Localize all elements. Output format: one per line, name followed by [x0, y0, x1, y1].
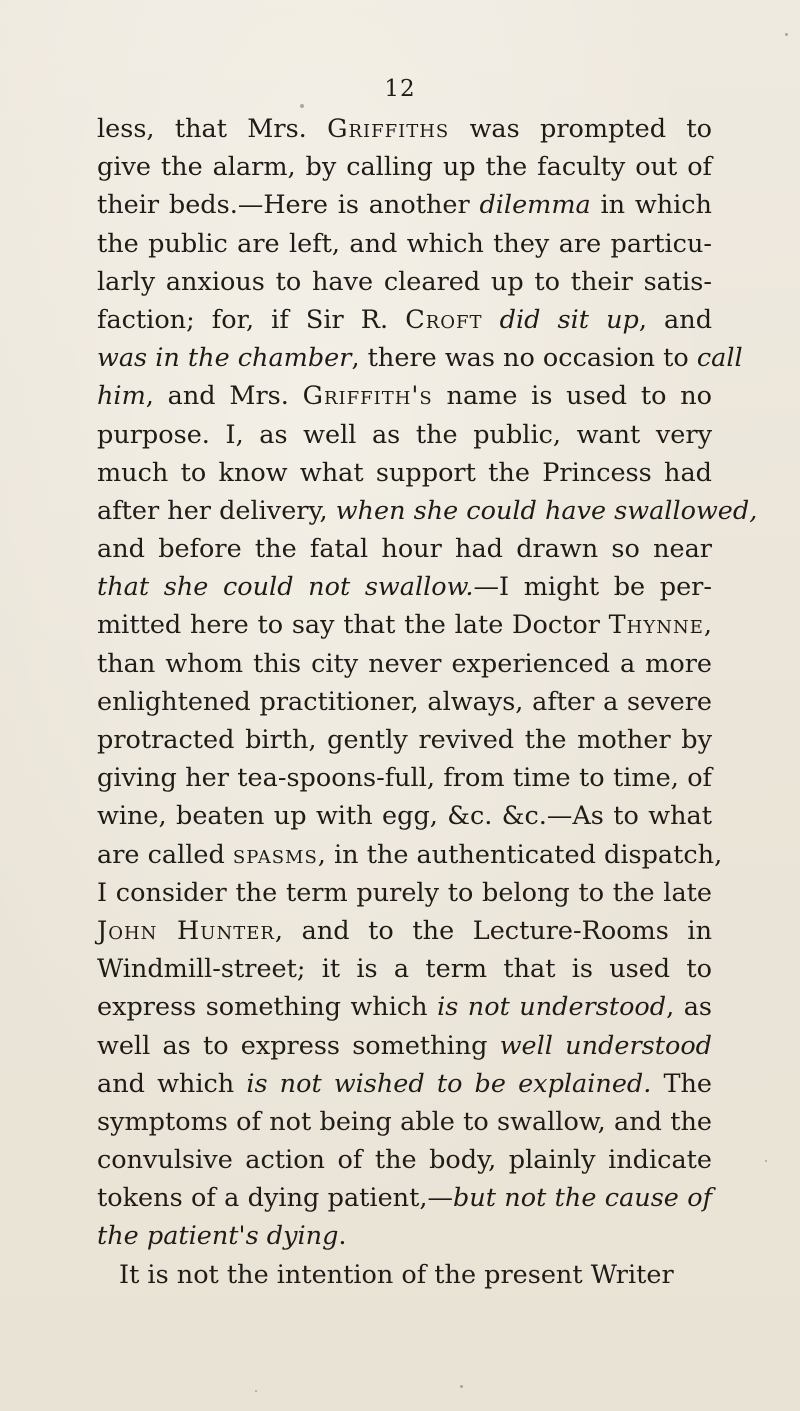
text-segment: well as to express something [97, 1030, 500, 1061]
text-line [97, 263, 712, 301]
small-caps-text: Griffith's [302, 381, 433, 412]
text-line [97, 836, 723, 874]
small-caps-text: Croft [405, 304, 483, 335]
text-line [97, 988, 712, 1026]
text-line [97, 645, 712, 683]
small-caps-text: spasms [232, 839, 318, 870]
text-line [97, 759, 712, 797]
text-line [97, 339, 743, 377]
text-line [97, 416, 712, 454]
text-line [97, 797, 712, 835]
text-segment: was prompted to [449, 114, 712, 144]
italic-text: him [97, 381, 146, 412]
paper-speck [460, 1385, 463, 1388]
text-segment [483, 305, 500, 335]
text-segment: mitted here to say that the late Doctor [97, 610, 609, 641]
text-segment: much to know what support the Princess had [97, 457, 712, 488]
text-segment: , and [638, 304, 713, 335]
text-segment: , as [666, 992, 712, 1023]
italic-text: when she could have swallowed, [335, 495, 758, 526]
text-segment: wine, beaten up with egg, &c. &c.—As to what [97, 801, 712, 832]
text-segment: , there was no occasion to [351, 343, 697, 374]
text-line [97, 148, 712, 186]
text-segment: convulsive action of the body, plainly indicate [97, 1145, 712, 1176]
text-line [97, 186, 712, 224]
italic-text: dilemma [479, 190, 591, 221]
text-segment: less, that Mrs. [97, 114, 328, 144]
text-line [97, 225, 712, 263]
text-line [97, 568, 712, 606]
text-line [97, 1103, 712, 1141]
small-caps-text: John Hunter [97, 915, 275, 946]
text-line [97, 1141, 712, 1179]
text-line [97, 1179, 712, 1217]
text-line [97, 683, 712, 721]
text-line [97, 912, 712, 950]
text-segment: . [338, 1221, 347, 1252]
text-segment: in which [590, 190, 712, 221]
text-segment: the public are left, and which they are particu- [97, 228, 712, 259]
italic-text: was in the chamber [97, 343, 352, 374]
text-line [97, 377, 712, 415]
text-segment: their beds.—Here is another [97, 190, 480, 221]
paper-speck [300, 104, 304, 108]
text-segment: It is not the intention of the present Writer [119, 1259, 674, 1290]
paper-speck [785, 33, 788, 36]
text-segment: —I might be per- [473, 572, 712, 603]
italic-text: did sit up [499, 304, 639, 335]
text-line [97, 492, 758, 530]
text-line [97, 110, 712, 148]
text-segment: express something which [97, 992, 438, 1023]
text-line [97, 1027, 712, 1065]
text-segment: Windmill-street; it is a term that is used to [97, 954, 712, 985]
text-segment: name is used to no [432, 381, 712, 412]
text-segment: faction; for, if Sir R. [97, 304, 406, 335]
text-line [97, 1256, 712, 1294]
text-segment: , [703, 610, 712, 641]
small-caps-text: Griffiths [327, 114, 450, 144]
paper-speck [255, 1390, 257, 1392]
body-text [97, 110, 758, 1294]
text-segment: giving her tea-spoons-full, from time to time, of [97, 763, 712, 794]
page-number: 12 [384, 76, 416, 102]
text-line [97, 606, 712, 644]
text-segment: and before the fatal hour had drawn so near [97, 534, 712, 565]
text-segment: , and Mrs. [145, 381, 303, 412]
paper-speck [765, 1160, 767, 1162]
text-segment: protracted birth, gently revived the mother by [97, 725, 712, 755]
italic-text: call [696, 343, 743, 374]
italic-text: but not the cause of [452, 1183, 713, 1214]
text-segment: purpose. I, as well as the public, want very [97, 419, 712, 450]
italic-text: is not understood [437, 992, 667, 1023]
text-line [97, 1217, 712, 1255]
italic-text: the patient's dying [97, 1221, 339, 1252]
italic-text: is not wished to be explained. [246, 1068, 652, 1099]
italic-text: well understood [499, 1030, 712, 1061]
text-line [97, 530, 712, 568]
text-line [97, 950, 712, 988]
text-segment: are called [97, 839, 233, 870]
text-line [97, 301, 712, 339]
text-segment: than whom this city never experienced a more [97, 648, 712, 679]
text-segment: and which [97, 1068, 247, 1099]
text-segment: tokens of a dying patient,— [97, 1183, 453, 1214]
text-segment: symptoms of not being able to swallow, and the [97, 1106, 712, 1137]
italic-text: that she could not swallow. [97, 572, 474, 603]
text-line [97, 721, 712, 759]
text-segment: larly anxious to have cleared up to their satis- [97, 266, 712, 297]
text-segment: I consider the term purely to belong to the late [97, 877, 712, 908]
text-segment: enlightened practitioner, always, after a severe [97, 686, 712, 717]
text-segment: give the alarm, by calling up the faculty out of [97, 152, 712, 183]
text-line [97, 1065, 712, 1103]
text-segment: after her delivery, [97, 495, 336, 526]
small-caps-text: Thynne [608, 610, 704, 641]
text-segment: The [651, 1068, 713, 1099]
text-line [97, 454, 712, 492]
text-line [97, 874, 712, 912]
text-segment: , and to the Lecture-Rooms in [274, 915, 712, 946]
text-segment: , in the authenticated dispatch, [317, 839, 723, 870]
